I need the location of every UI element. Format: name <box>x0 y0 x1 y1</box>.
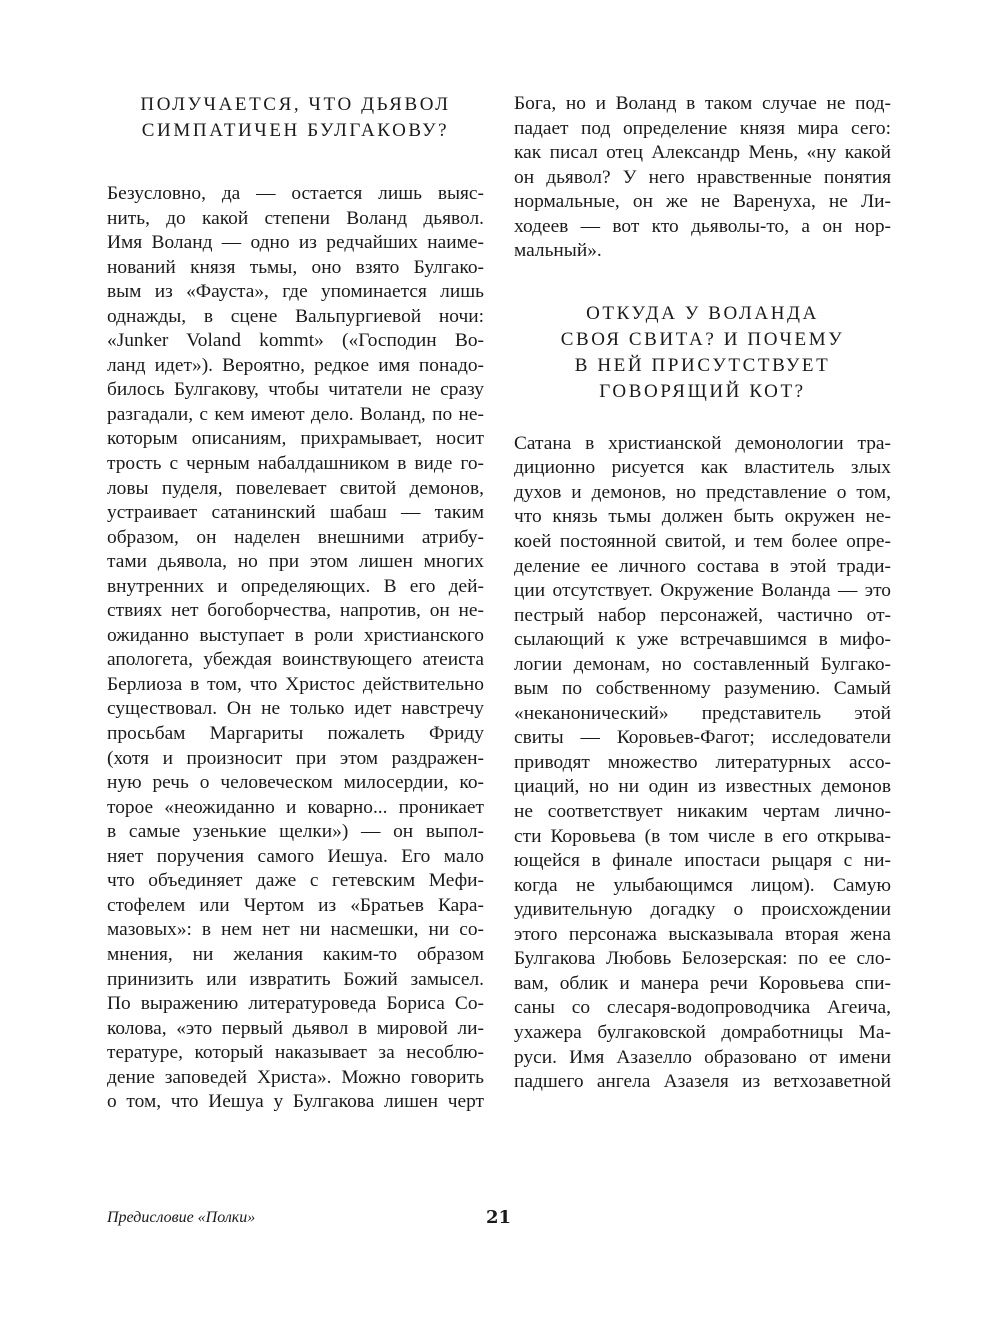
text-line: ловы пуделя, повелевает свитой демонов, <box>107 477 484 499</box>
section-heading-devil-sympathetic <box>107 92 484 144</box>
text-line: не соответствует никаким чертам лично- <box>514 801 891 823</box>
text-line: сылающий к уже встречавшимся в мифо- <box>514 629 891 651</box>
text-line: (хотя и произносит при этом раздражен- <box>107 747 484 769</box>
text-line: он дьявол? У него нравственные понятия <box>514 166 891 188</box>
heading-line: ПОЛУЧАЕТСЯ, ЧТО ДЬЯВОЛ <box>140 94 451 115</box>
page-number: 21 <box>486 1207 512 1228</box>
text-line: «Junker Voland kommt» («Господин Во- <box>107 330 484 352</box>
text-line: падает под определение князя мира сего: <box>514 117 891 139</box>
text-line: Имя Воланд — одно из редчайших наиме- <box>107 232 484 254</box>
text-line: просьбам Маргариты пожалеть Фриду <box>107 723 484 745</box>
text-line: что объединяет даже с гетевским Мефи- <box>107 870 484 892</box>
text-line: саны со слесаря-водопроводчика Агеича, <box>514 997 891 1019</box>
text-line: няет поручения самого Иешуа. Его мало <box>107 845 484 867</box>
text-line: тературе, который наказывает за несоблю- <box>107 1042 484 1064</box>
text-line: свиты — Коровьев-Фагот; исследователи <box>514 727 891 749</box>
text-line: Безусловно, да — остается лишь выяс- <box>107 183 484 204</box>
text-line: руси. Имя Азазелло образовано от имени <box>514 1046 891 1068</box>
text-line: тами дьявола, но при этом лишен многих <box>107 551 484 573</box>
text-line: билось Булгакову, чтобы читатели не сразу <box>107 379 484 401</box>
body-paragraph-continued <box>514 92 891 264</box>
text-line: в самые узенькие щелки») — он выпол- <box>107 821 484 843</box>
running-title: Предисловие «Полки» <box>107 1209 256 1226</box>
text-line: ствиях нет богоборчества, напротив, он не- <box>107 600 484 622</box>
section-heading-retinue <box>514 301 891 405</box>
text-line: коей постоянной свитой, и тем более опре- <box>514 531 891 553</box>
text-line: этого персонажа высказывала вторая жена <box>514 923 891 945</box>
text-line: принизить или извратить Божий замысел. <box>107 968 484 990</box>
text-line: ланд идет»). Вероятно, редкое имя понадо- <box>107 354 484 376</box>
text-line: Берлиоза в том, что Христос действительно <box>107 673 484 695</box>
text-line: ющейся в финале ипостаси рыцаря с ни- <box>514 850 891 872</box>
text-line: когда не улыбающимся лицом). Самую <box>514 874 891 896</box>
text-line: ную речь о человеческом милосердии, ко- <box>107 772 484 794</box>
heading-line: ГОВОРЯЩИЙ КОТ? <box>599 380 806 402</box>
text-line: вым по собственному разумению. Самый <box>514 678 891 700</box>
text-line: сти Коровьева (в том числе в его открыва- <box>514 825 891 847</box>
text-line: духов и демонов, но представление о том, <box>514 481 891 503</box>
text-line: однажды, в сцене Вальпургиевой ночи: <box>107 305 484 327</box>
heading-line: СИМПАТИЧЕН БУЛГАКОВУ? <box>141 120 450 141</box>
text-line: вам, облик и манера речи Коровьева спи- <box>514 972 891 994</box>
text-line: внутренних и определяющих. В его дей- <box>107 575 484 597</box>
text-line: существовал. Он не только идет навстречу <box>107 698 484 720</box>
text-line: падшего ангела Азазеля из ветхозаветной <box>514 1071 891 1093</box>
text-line: разгадали, с кем имеют дело. Воланд, по не- <box>107 403 484 425</box>
text-line: как писал отец Александр Мень, «ну какой <box>514 142 891 164</box>
text-line: мазовых»: в нем нет ни насмешки, ни со- <box>107 919 484 941</box>
text-line: диционно рисуется как властитель злых <box>514 457 891 479</box>
heading-line: СВОЯ СВИТА? И ПОЧЕМУ <box>560 328 845 350</box>
text-line: нить, до какой степени Воланд дьявол. <box>107 207 484 229</box>
heading-line: ОТКУДА У ВОЛАНДА <box>586 302 819 324</box>
text-line: стофелем или Чертом из «Братьев Кара- <box>107 894 484 916</box>
text-line: ухажера булгаковской домработницы Ма- <box>514 1021 891 1043</box>
left-column <box>107 92 484 1115</box>
text-line: деление ее личного состава в этой тради- <box>514 555 891 577</box>
text-line: Булгакова Любовь Белозерская: по ее сло- <box>514 948 891 970</box>
text-line: апологета, убеждая воинствующего атеиста <box>107 649 484 671</box>
body-paragraph <box>514 432 891 1095</box>
text-line: трость с черным набалдашником в виде го- <box>107 453 484 475</box>
text-line: дение заповедей Христа». Можно говорить <box>107 1066 484 1088</box>
text-line: ходеев — вот кто дьяволы-то, а он нор- <box>514 215 891 237</box>
text-line: вым из «Фауста», где упоминается лишь <box>107 281 484 303</box>
text-line: торое «неожиданно и коварно... проникает <box>107 796 484 818</box>
text-line: логии демонам, но составленный Булгако- <box>514 653 891 675</box>
text-line: устраивает сатанинский шабаш — таким <box>107 502 484 524</box>
heading-line: В НЕЙ ПРИСУТСТВУЕТ <box>574 354 831 376</box>
text-line: нований князя тьмы, оно взято Булгако- <box>107 256 484 278</box>
text-line: мальный». <box>514 240 602 262</box>
text-line: которым описаниям, прихрамывает, носит <box>107 428 484 450</box>
text-line: о том, что Иешуа у Булгакова лишен черт <box>107 1091 484 1113</box>
text-line: что князь тьмы должен быть окружен не- <box>514 506 891 528</box>
text-line: пестрый набор персонажей, частично от- <box>514 604 891 626</box>
text-line: По выражению литературоведа Бориса Со- <box>107 993 484 1015</box>
text-line: Бога, но и Воланд в таком случае не под- <box>514 93 891 114</box>
text-line: удивительную догадку о происхождении <box>514 899 891 921</box>
text-line: Сатана в христианской демонологии тра- <box>514 432 891 454</box>
body-paragraph <box>107 182 484 1115</box>
text-line: образом, он наделен внешними атрибу- <box>107 526 484 548</box>
right-column <box>514 92 891 1095</box>
text-line: ожиданно выступает в роли христианского <box>107 624 484 646</box>
text-line: нормальные, он же не Варенуха, не Ли- <box>514 191 891 213</box>
text-line: мнения, ни желания каким-то образом <box>107 943 484 965</box>
text-line: приводят множество литературных ассо- <box>514 751 891 773</box>
text-line: «неканонический» представитель этой <box>514 702 891 724</box>
text-line: колова, «это первый дьявол в мировой ли- <box>107 1017 484 1039</box>
section-retinue <box>514 301 891 1095</box>
text-line: циаций, но ни один из известных демонов <box>514 776 891 798</box>
text-line: ции отсутствует. Окружение Воланда — это <box>514 580 891 602</box>
